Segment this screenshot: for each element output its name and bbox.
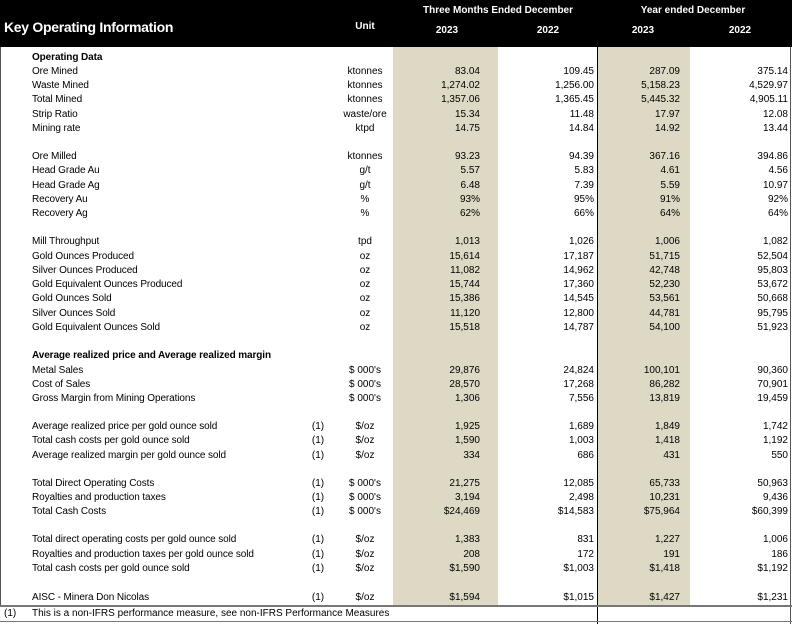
table-row (0, 235, 792, 249)
q4-2022-value: 1,689 (568, 421, 594, 432)
q4-2022-value: $1,015 (563, 592, 594, 603)
footnote-text: This is a non-IFRS performance measure, see non-IFRS Performance Measures (32, 608, 390, 619)
row-label: Mining rate (32, 123, 81, 134)
row-label: Silver Ounces Produced (32, 265, 138, 276)
q4-2023-value: 15,744 (449, 279, 480, 290)
fy-2023-value: 10,231 (649, 492, 680, 503)
table-row (0, 250, 792, 264)
row-unit: tpd (358, 236, 372, 247)
row-label: Metal Sales (32, 365, 84, 376)
fy-2022-value: 375.14 (757, 66, 788, 77)
q4-2022-value: $1,003 (563, 563, 594, 574)
table-row (0, 392, 792, 406)
row-label: Recovery Ag (32, 208, 88, 219)
q4-2022-value: 17,268 (563, 379, 594, 390)
q4-2023-value: 28,570 (449, 379, 480, 390)
row-label: Total cash costs per gold ounce sold (32, 563, 190, 574)
row-unit: ktonnes (347, 80, 383, 91)
fy-2022-value: 90,360 (757, 365, 788, 376)
table-row (0, 491, 792, 505)
q4-2022-value: 1,026 (568, 236, 594, 247)
q4-2023-value: 29,876 (449, 365, 480, 376)
row-unit: $ 000's (349, 492, 381, 503)
q4-2023-value: $24,469 (443, 506, 480, 517)
table-row (0, 505, 792, 519)
fy-2023-value: 17.97 (654, 109, 680, 120)
fy-2023-value: 1,418 (654, 435, 680, 446)
q4-2022-value: 7.39 (574, 180, 594, 191)
fy-2023-value: 52,230 (649, 279, 680, 290)
q4-2022-value: 7,556 (568, 393, 594, 404)
fy-2022-value: 95,795 (757, 308, 788, 319)
fy-2023-value: 13,819 (649, 393, 680, 404)
q4-2022-value: 14,962 (563, 265, 594, 276)
row-label: Gold Ounces Sold (32, 293, 112, 304)
table-row (0, 292, 792, 306)
table-row (0, 79, 792, 93)
q4-2023-value: 93% (459, 194, 480, 205)
row-unit: % (360, 194, 370, 205)
fy-2022-value: 70,901 (757, 379, 788, 390)
fy-2022-value: 95,803 (757, 265, 788, 276)
row-unit: oz (359, 308, 371, 319)
fy-2022-header: 2022 (728, 25, 752, 36)
fy-2022-value: 4.56 (768, 165, 788, 176)
row-label: Ore Milled (32, 151, 77, 162)
row-unit: $/oz (355, 421, 375, 432)
fy-2022-value: 550 (771, 450, 788, 461)
fy-2023-value: 65,733 (649, 478, 680, 489)
table-row (0, 321, 792, 335)
q4-2022-value: 12,800 (563, 308, 594, 319)
fy-2023-value: 51,715 (649, 251, 680, 262)
fy-2022-value: 13.44 (762, 123, 788, 134)
fy-2023-value: 91% (659, 194, 680, 205)
q4-2022-value: 17,187 (563, 251, 594, 262)
q4-2023-value: 1,383 (454, 534, 480, 545)
q4-2023-header: 2023 (435, 25, 459, 36)
q4-2023-value: 1,357.06 (441, 94, 480, 105)
fy-2022-value: 50,668 (757, 293, 788, 304)
row-unit: $/oz (355, 534, 375, 545)
table-row (0, 207, 792, 221)
fy-2023-value: 5,158.23 (641, 80, 680, 91)
table-row (0, 278, 792, 292)
unit-column-header: Unit (355, 21, 375, 32)
table-row (0, 548, 792, 562)
fy-2023-value: 86,282 (649, 379, 680, 390)
fy-2022-value: 394.86 (757, 151, 788, 162)
row-label: Total Direct Operating Costs (32, 478, 155, 489)
q4-2023-value: 1,925 (454, 421, 480, 432)
row-unit: $/oz (355, 592, 375, 603)
row-unit: g/t (359, 180, 371, 191)
footnote-reference: (1) (311, 506, 325, 517)
table-row (0, 264, 792, 278)
fy-2022-value: 19,459 (757, 393, 788, 404)
row-unit: $ 000's (349, 478, 381, 489)
fy-2023-value: 1,849 (654, 421, 680, 432)
footnote-reference: (1) (311, 450, 325, 461)
q4-2022-value: $14,583 (557, 506, 594, 517)
table-row (0, 307, 792, 321)
row-label: Cost of Sales (32, 379, 91, 390)
row-label: AISC - Minera Don Nicolas (32, 592, 149, 603)
q4-2023-value: 1,274.02 (441, 80, 480, 91)
row-unit: $/oz (355, 563, 375, 574)
row-label: Ore Mined (32, 66, 78, 77)
fy-2023-value: 367.16 (649, 151, 680, 162)
q4-2023-value: 15.34 (454, 109, 480, 120)
fy-2022-value: 10.97 (762, 180, 788, 191)
row-unit: % (360, 208, 370, 219)
fy-2023-header: 2023 (631, 25, 655, 36)
row-label: Strip Ratio (32, 109, 78, 120)
table-row (0, 591, 792, 605)
row-label: Average realized price per gold ounce sold (32, 421, 218, 432)
fy-2023-value: 1,006 (654, 236, 680, 247)
fy-2022-value: 12.08 (762, 109, 788, 120)
row-label: Total Mined (32, 94, 83, 105)
footnote-reference: (1) (311, 563, 325, 574)
table-row (0, 179, 792, 193)
fy-2022-value: 186 (771, 549, 788, 560)
row-label: Waste Mined (32, 80, 89, 91)
q4-2022-value: 94.39 (568, 151, 594, 162)
table-row (0, 533, 792, 547)
fy-2022-value: 4,905.11 (749, 94, 788, 105)
table-row (0, 93, 792, 107)
row-unit: $ 000's (349, 365, 381, 376)
fy-2023-value: 100,101 (643, 365, 680, 376)
fy-2022-value: 92% (767, 194, 788, 205)
fy-2022-value: 52,504 (757, 251, 788, 262)
row-label: Gold Equivalent Ounces Produced (32, 279, 183, 290)
footnote-reference: (1) (311, 534, 325, 545)
fy-2022-value: 4,529.97 (749, 80, 788, 91)
table-row (0, 51, 792, 65)
fy-2022-value: 53,672 (757, 279, 788, 290)
row-unit: $ 000's (349, 393, 381, 404)
fy-2023-value: 14.92 (654, 123, 680, 134)
fy-2022-value: 50,963 (757, 478, 788, 489)
table-row (0, 193, 792, 207)
q4-2022-value: 831 (577, 534, 594, 545)
footnote-reference: (1) (311, 492, 325, 503)
fy-2023-value: $1,418 (649, 563, 680, 574)
table-row (0, 477, 792, 491)
footnote-reference: (1) (311, 421, 325, 432)
fy-2023-value: 191 (663, 549, 680, 560)
q4-2023-value: $1,594 (449, 592, 480, 603)
fy-2022-value: 1,006 (762, 534, 788, 545)
table-header (0, 0, 792, 47)
footnote-reference: (1) (311, 478, 325, 489)
row-label: Royalties and production taxes (32, 492, 166, 503)
fy-2023-value: $75,964 (643, 506, 680, 517)
q4-2023-value: 93.23 (454, 151, 480, 162)
fy-2022-value: 1,082 (762, 236, 788, 247)
q4-2023-value: 208 (463, 549, 480, 560)
section-heading: Operating Data (32, 52, 103, 63)
q4-2023-value: 83.04 (454, 66, 480, 77)
table-row (0, 65, 792, 79)
q4-2022-value: 12,085 (563, 478, 594, 489)
row-unit: $/oz (355, 450, 375, 461)
row-unit: oz (359, 293, 371, 304)
row-unit: $ 000's (349, 506, 381, 517)
fy-2023-value: 44,781 (649, 308, 680, 319)
row-unit: ktonnes (347, 94, 383, 105)
fy-2022-value: $1,192 (757, 563, 788, 574)
q4-2022-value: 109.45 (563, 66, 594, 77)
footer-bottom-border (0, 621, 792, 622)
row-unit: oz (359, 322, 371, 333)
fy-2022-value: 1,192 (762, 435, 788, 446)
q4-2023-value: 1,013 (454, 236, 480, 247)
row-label: Average realized margin per gold ounce sold (32, 450, 226, 461)
fy-2022-value: 9,436 (762, 492, 788, 503)
table-row (0, 434, 792, 448)
q4-2023-value: 334 (463, 450, 480, 461)
footnote-reference: (1) (311, 549, 325, 560)
q4-2022-value: 1,003 (568, 435, 594, 446)
row-label: Head Grade Ag (32, 180, 100, 191)
q4-2023-value: 6.48 (460, 180, 480, 191)
table-row (0, 420, 792, 434)
row-unit: $/oz (355, 549, 375, 560)
row-unit: oz (359, 279, 371, 290)
fy-2023-value: 1,227 (654, 534, 680, 545)
row-label: Total Cash Costs (32, 506, 106, 517)
table-row (0, 122, 792, 136)
row-label: Gross Margin from Mining Operations (32, 393, 196, 404)
q4-2022-value: 1,365.45 (555, 94, 594, 105)
q4-2022-value: 14.84 (568, 123, 594, 134)
table-row (0, 378, 792, 392)
q4-2022-value: 17,360 (563, 279, 594, 290)
fy-2022-value: 51,923 (757, 322, 788, 333)
q4-2023-value: 15,614 (449, 251, 480, 262)
q4-2023-value: 15,518 (449, 322, 480, 333)
row-unit: waste/ore (343, 109, 387, 120)
row-label: Total direct operating costs per gold ounce sold (32, 534, 237, 545)
table-row (0, 562, 792, 576)
footnote-row (0, 607, 792, 621)
row-unit: $/oz (355, 435, 375, 446)
row-label: Recovery Au (32, 194, 88, 205)
row-unit: ktonnes (347, 66, 383, 77)
row-label: Total cash costs per gold ounce sold (32, 435, 190, 446)
fy-2022-value: $1,231 (757, 592, 788, 603)
q4-2023-value: 3,194 (454, 492, 480, 503)
fy-2023-value: 5.59 (660, 180, 680, 191)
q4-2023-value: 11,082 (450, 265, 480, 276)
section-heading: Average realized price and Average realized margin (32, 350, 271, 361)
fy-2023-value: $1,427 (649, 592, 680, 603)
table-row (0, 449, 792, 463)
q4-2022-value: 24,824 (563, 365, 594, 376)
q4-2022-value: 1,256.00 (555, 80, 594, 91)
q4-2023-value: 11,120 (450, 308, 480, 319)
table-row (0, 364, 792, 378)
q4-2022-value: 2,498 (568, 492, 594, 503)
q4-2023-value: 21,275 (449, 478, 480, 489)
table-row (0, 349, 792, 363)
table-row (0, 150, 792, 164)
year-ended-group-header: Year ended December (640, 5, 746, 16)
fy-2023-value: 64% (659, 208, 680, 219)
fy-2022-value: $60,399 (751, 506, 788, 517)
fy-2023-value: 4.61 (660, 165, 680, 176)
fy-2023-value: 54,100 (649, 322, 680, 333)
footnote-marker: (1) (4, 608, 17, 619)
fy-2023-value: 287.09 (649, 66, 680, 77)
fy-2022-value: 1,742 (762, 421, 788, 432)
row-unit: g/t (359, 165, 371, 176)
table-row (0, 108, 792, 122)
fy-2023-value: 5,445.32 (641, 94, 680, 105)
fy-2022-value: 64% (767, 208, 788, 219)
row-label: Mill Throughput (32, 236, 100, 247)
q4-2023-value: 1,306 (454, 393, 480, 404)
q4-2022-value: 95% (573, 194, 594, 205)
fy-2023-value: 431 (663, 450, 680, 461)
q4-2022-value: 172 (577, 549, 594, 560)
q4-2022-value: 11.48 (569, 109, 594, 120)
q4-2022-value: 5.83 (574, 165, 594, 176)
q4-2023-value: 62% (459, 208, 480, 219)
q4-2023-value: 14.75 (454, 123, 480, 134)
table-title: Key Operating Information (4, 19, 174, 35)
footnote-reference: (1) (311, 592, 325, 603)
q4-2023-value: 1,590 (454, 435, 480, 446)
q4-2022-value: 14,787 (563, 322, 594, 333)
q4-2023-value: $1,590 (449, 563, 480, 574)
row-label: Silver Ounces Sold (32, 308, 116, 319)
row-unit: $ 000's (349, 379, 381, 390)
footnote-reference: (1) (311, 435, 325, 446)
q4-2022-header: 2022 (536, 25, 560, 36)
table-row (0, 164, 792, 178)
row-unit: oz (359, 265, 371, 276)
row-unit: ktonnes (347, 151, 383, 162)
q4-2022-value: 14,545 (563, 293, 594, 304)
row-unit: ktpd (355, 123, 375, 134)
fy-2023-value: 53,561 (649, 293, 680, 304)
q4-2023-value: 5.57 (460, 165, 480, 176)
row-unit: oz (359, 251, 371, 262)
row-label: Head Grade Au (32, 165, 100, 176)
three-months-group-header: Three Months Ended December (422, 5, 574, 16)
row-label: Royalties and production taxes per gold ounce sold (32, 549, 254, 560)
q4-2023-value: 15,386 (449, 293, 480, 304)
fy-2023-value: 42,748 (649, 265, 680, 276)
q4-2022-value: 66% (573, 208, 594, 219)
row-label: Gold Ounces Produced (32, 251, 134, 262)
row-label: Gold Equivalent Ounces Sold (32, 322, 160, 333)
q4-2022-value: 686 (577, 450, 594, 461)
